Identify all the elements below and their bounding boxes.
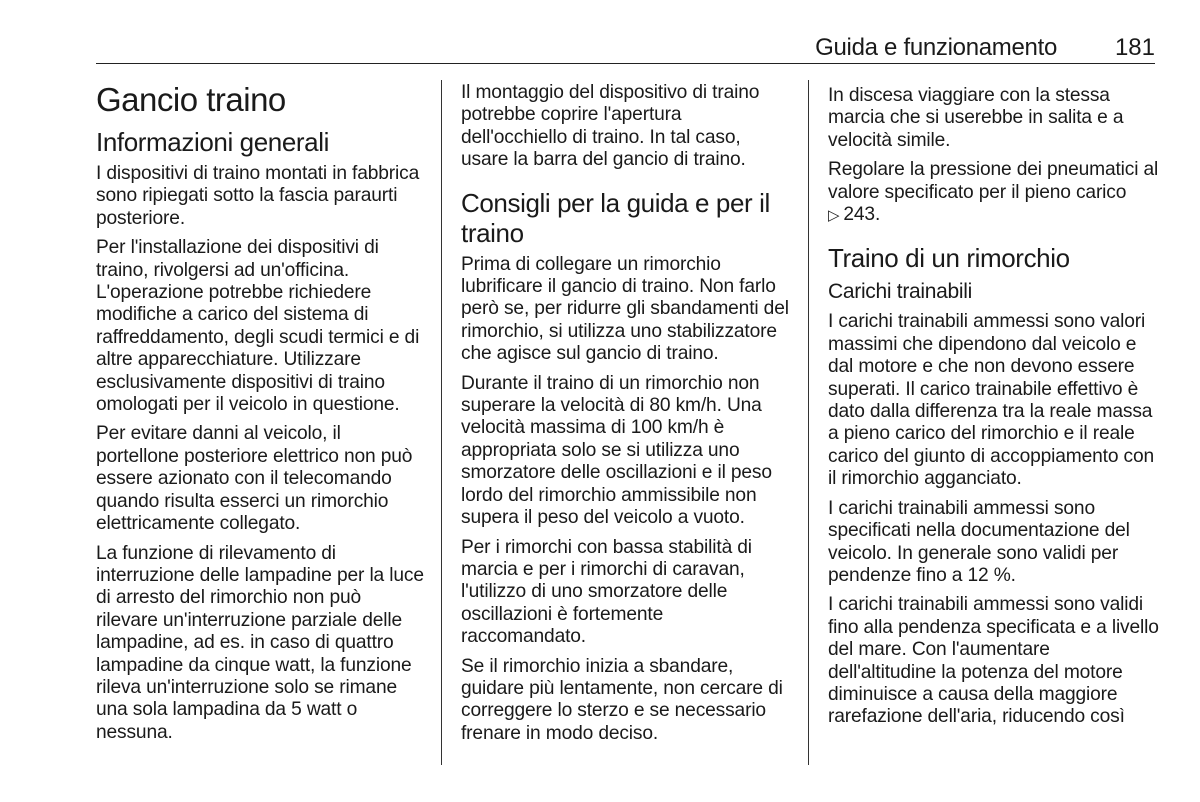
chapter-title: Gancio traino xyxy=(96,81,286,118)
paragraph: Se il rimorchio inizia a sbandare, guidare più lentamente, non cercare di correggere lo sterzo e se necessario frenare in modo deciso. xyxy=(461,655,783,744)
paragraph: In discesa viaggiare con la stessa marcia che si userebbe in salita e a velocità simile. xyxy=(828,85,1124,151)
column-3 xyxy=(828,85,1160,736)
paragraph: I dispositivi di traino montati in fabbrica sono ripiegati sotto la fascia paraurti posteriore. xyxy=(96,163,420,229)
paragraph: Per l'installazione dei dispositivi di traino, rivolgersi ad un'officina. L'operazione potrebbe richiedere modifiche a carico del sistema di raffreddamento, degli scudi termici e di altre apparecchiature. Utilizzare esclusivamente dispositivi di traino omologati per il veicolo in questione. xyxy=(96,237,420,416)
paragraph: Durante il traino di un rimorchio non superare la velocità di 80 km/h. Una velocità massima di 100 km/h è appropriata solo se si utilizza uno smorzatore delle oscillazioni e il peso lordo del rimorchio ammissibile non supera il peso del veicolo a vuoto. xyxy=(461,372,772,529)
paragraph: La funzione di rilevamento di interruzione delle lampadine per la luce di arresto del rimorchio non può rilevare un'interruzione parziale delle lampadine, ad es. in caso di quattro lampadine da cinque watt, la funzione rileva un'interruzione solo se rimane una sola lampadina da 5 watt o nessuna. xyxy=(96,542,424,743)
paragraph: Per i rimorchi con bassa stabilità di marcia e per i rimorchi di caravan, l'utilizzo di uno smorzatore delle oscillazioni è fortemente raccomandato. xyxy=(461,536,752,648)
page-reference: 243. xyxy=(843,204,881,226)
paragraph: I carichi trainabili ammessi sono specificati nella documentazione del veicolo. In generale sono validi per pendenze fino a 12 %. xyxy=(828,497,1130,586)
paragraph: Per evitare danni al veicolo, il portellone posteriore elettrico non può essere azionato con il telecomando quando risulta esserci un rimorchio elettricamente collegato. xyxy=(96,423,413,535)
column-2 xyxy=(461,82,791,752)
section-heading: Consigli per la guida e per il traino xyxy=(461,187,770,248)
column-divider-1 xyxy=(441,80,442,765)
paragraph: I carichi trainabili ammessi sono valori massimi che dipendono dal veicolo e dal motore e che non devono essere superati. Il carico trainabile effettivo è dato dalla differenza tra la reale massa a pieno carico del rimorchio e il reale carico del giunto di accoppiamento con il rimorchio agganciato. xyxy=(828,311,1155,490)
section-title: Guida e funzionamento xyxy=(815,34,1057,61)
paragraph-with-reference xyxy=(828,159,1160,227)
column-1 xyxy=(96,82,426,751)
running-header xyxy=(96,30,1155,64)
section-heading: Informazioni generali xyxy=(96,127,329,157)
subsection-heading: Carichi trainabili xyxy=(828,280,972,304)
column-divider-2 xyxy=(808,80,809,765)
page-number: 181 xyxy=(1114,34,1155,61)
paragraph: Il montaggio del dispositivo di traino potrebbe coprire l'apertura dell'occhiello di traino. In tal caso, usare la barra del gancio di traino. xyxy=(461,82,760,171)
page-reference-icon: ▷ xyxy=(828,207,840,225)
paragraph-text: Regolare la pressione dei pneumatici al valore specificato per il pieno carico xyxy=(828,159,1159,203)
section-heading: Traino di un rimorchio xyxy=(828,243,1070,274)
paragraph: Prima di collegare un rimorchio lubrificare il gancio di traino. Non farlo però se, per ridurre gli sbandamenti del rimorchio, si utilizza uno stabilizzatore che agisce sul gancio di traino. xyxy=(461,253,789,365)
paragraph: I carichi trainabili ammessi sono validi fino alla pendenza specificata e a livello del mare. Con l'aumentare dell'altitudine la potenza del motore diminuisce a causa della maggiore rarefazione dell'aria, riducendo così xyxy=(828,594,1159,728)
